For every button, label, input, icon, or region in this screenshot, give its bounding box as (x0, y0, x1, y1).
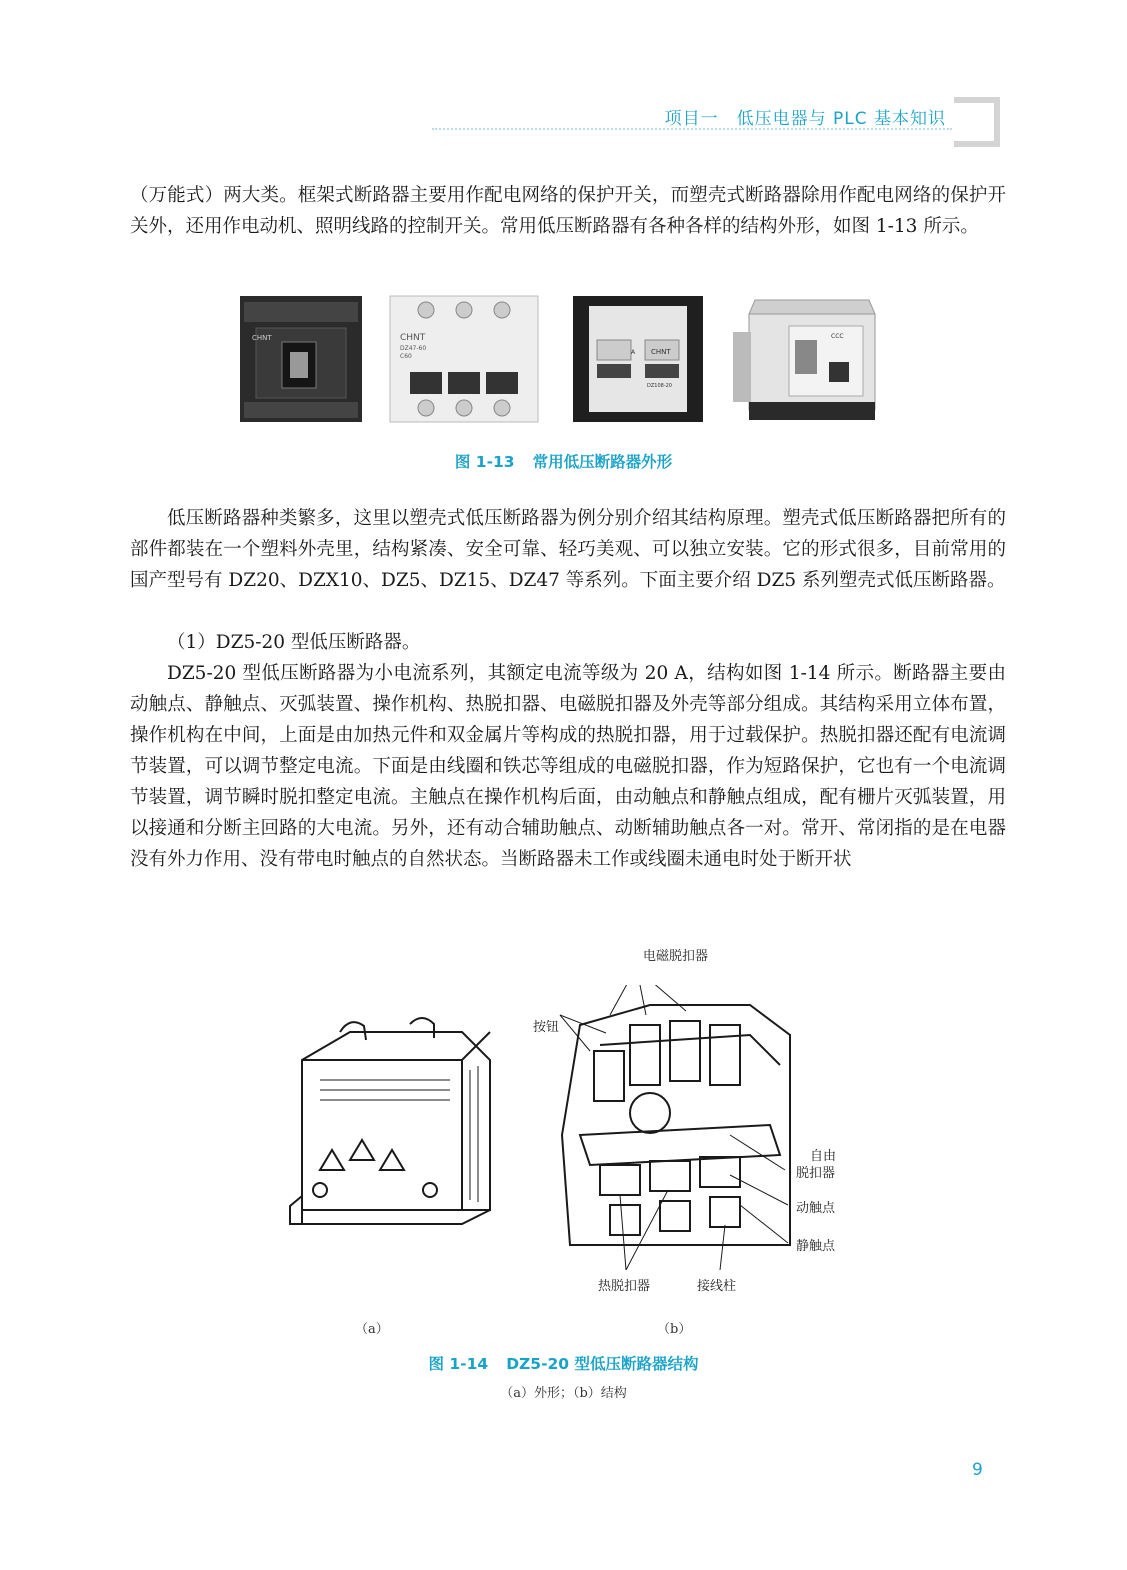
photo2-model-text: DZ47-60 (400, 345, 427, 352)
photo2-brand-text: CHNT (400, 333, 426, 343)
callout-electromagnetic-release: 电磁脱扣器 (643, 949, 709, 964)
header-dotted-rule (432, 128, 952, 130)
figure-1-13-title: 常用低压断路器外形 (532, 453, 673, 471)
photo4-mark-text: CCC (831, 333, 844, 340)
body-paragraph-2: 低压断路器种类繁多，这里以塑壳式低压断路器为例分别介绍其结构原理。塑壳式低压断路器把所有的部件都装在一个塑料外壳里，结构紧凑、安全可靠、轻巧美观、可以独立安装。它的形式很多，目前常用的国产型号有 DZ20、DZX10、DZ5、DZ15、DZ47 等系列。下面主要介绍 DZ5 系列塑壳式低压断路器。 (130, 508, 1006, 591)
breaker-photo-1 (236, 292, 366, 426)
figure-1-14-caption (0, 1352, 1127, 1374)
callout-moving-contact: 动触点 (796, 1201, 836, 1216)
subfigure-a-label: （a） (355, 1322, 389, 1337)
breaker-photo-2 (386, 292, 542, 426)
photo2-rating-text: C60 (400, 353, 412, 360)
callout-static-contact: 静触点 (796, 1239, 836, 1254)
body-paragraph-4: DZ5-20 型低压断路器为小电流系列，其额定电流等级为 20 A，结构如图 1-14 所示。断路器主要由动触点、静触点、灭弧装置、操作机构、热脱扣器、电磁脱扣器及外壳等部分组成。其结构采用立体布置，操作机构在中间，上面是由加热元件和双金属片等构成的热脱扣器，用于过载保护。热脱扣器还配有电流调节装置，可以调节整定电流。下面是由线圈和铁芯等组成的电磁脱扣器，作为短路保护，它也有一个电流调节装置，调节瞬时脱扣整定电流。主触点在操作机构后面，由动触点和静触点组成，配有栅片灭弧装置，用以接通和分断主回路的大电流。另外，还有动合辅助触点、动断辅助触点各一对。常开、常闭指的是在电器没有外力作用、没有带电时触点的自然状态。当断路器未工作或线圈未通电时处于断开状 (130, 663, 1006, 870)
body-paragraph-1: （万能式）两大类。框架式断路器主要用作配电网络的保护开关，而塑壳式断路器除用作配电网络的保护开关外，还用作电动机、照明线路的控制开关。常用低压断路器有各种各样的结构外形，如图 1-13 所示。 (130, 185, 1006, 237)
figure-1-13-caption (0, 450, 1127, 472)
figure-1-13-number: 图 1-13 (454, 453, 515, 471)
callout-free-release-line-1: 自由 (809, 1149, 836, 1164)
running-header-title: 项目一 低压电器与 PLC 基本知识 (664, 109, 946, 129)
page-number: 9 (972, 1460, 983, 1480)
photo3-model-text: DZ108-20 (647, 383, 672, 389)
figure-1-14-number: 图 1-14 (428, 1355, 489, 1373)
photo3-brand-text: CHNT (651, 348, 671, 356)
figure-1-14-subcaption: （a）外形；（b）结构 (500, 1386, 627, 1401)
callout-button: 按钮 (533, 1020, 560, 1035)
callout-free-release-line-2: 脱扣器 (796, 1166, 836, 1181)
body-paragraph-3: （1）DZ5-20 型低压断路器。 (167, 632, 421, 653)
dz5-structure-drawing (550, 985, 810, 1275)
breaker-photo-3 (567, 292, 709, 426)
subfigure-b-label: （b） (657, 1322, 692, 1337)
photo1-brand-text: CHNT (252, 334, 272, 342)
photo3-unit-text: A (631, 349, 636, 356)
callout-thermal-release: 热脱扣器 (598, 1279, 651, 1294)
breaker-photo-4 (729, 292, 881, 426)
figure-1-14-title: DZ5-20 型低压断路器结构 (506, 1355, 699, 1373)
corner-bracket-decoration (968, 97, 1000, 147)
dz5-exterior-drawing (280, 1010, 520, 1250)
callout-terminal: 接线柱 (697, 1279, 737, 1294)
